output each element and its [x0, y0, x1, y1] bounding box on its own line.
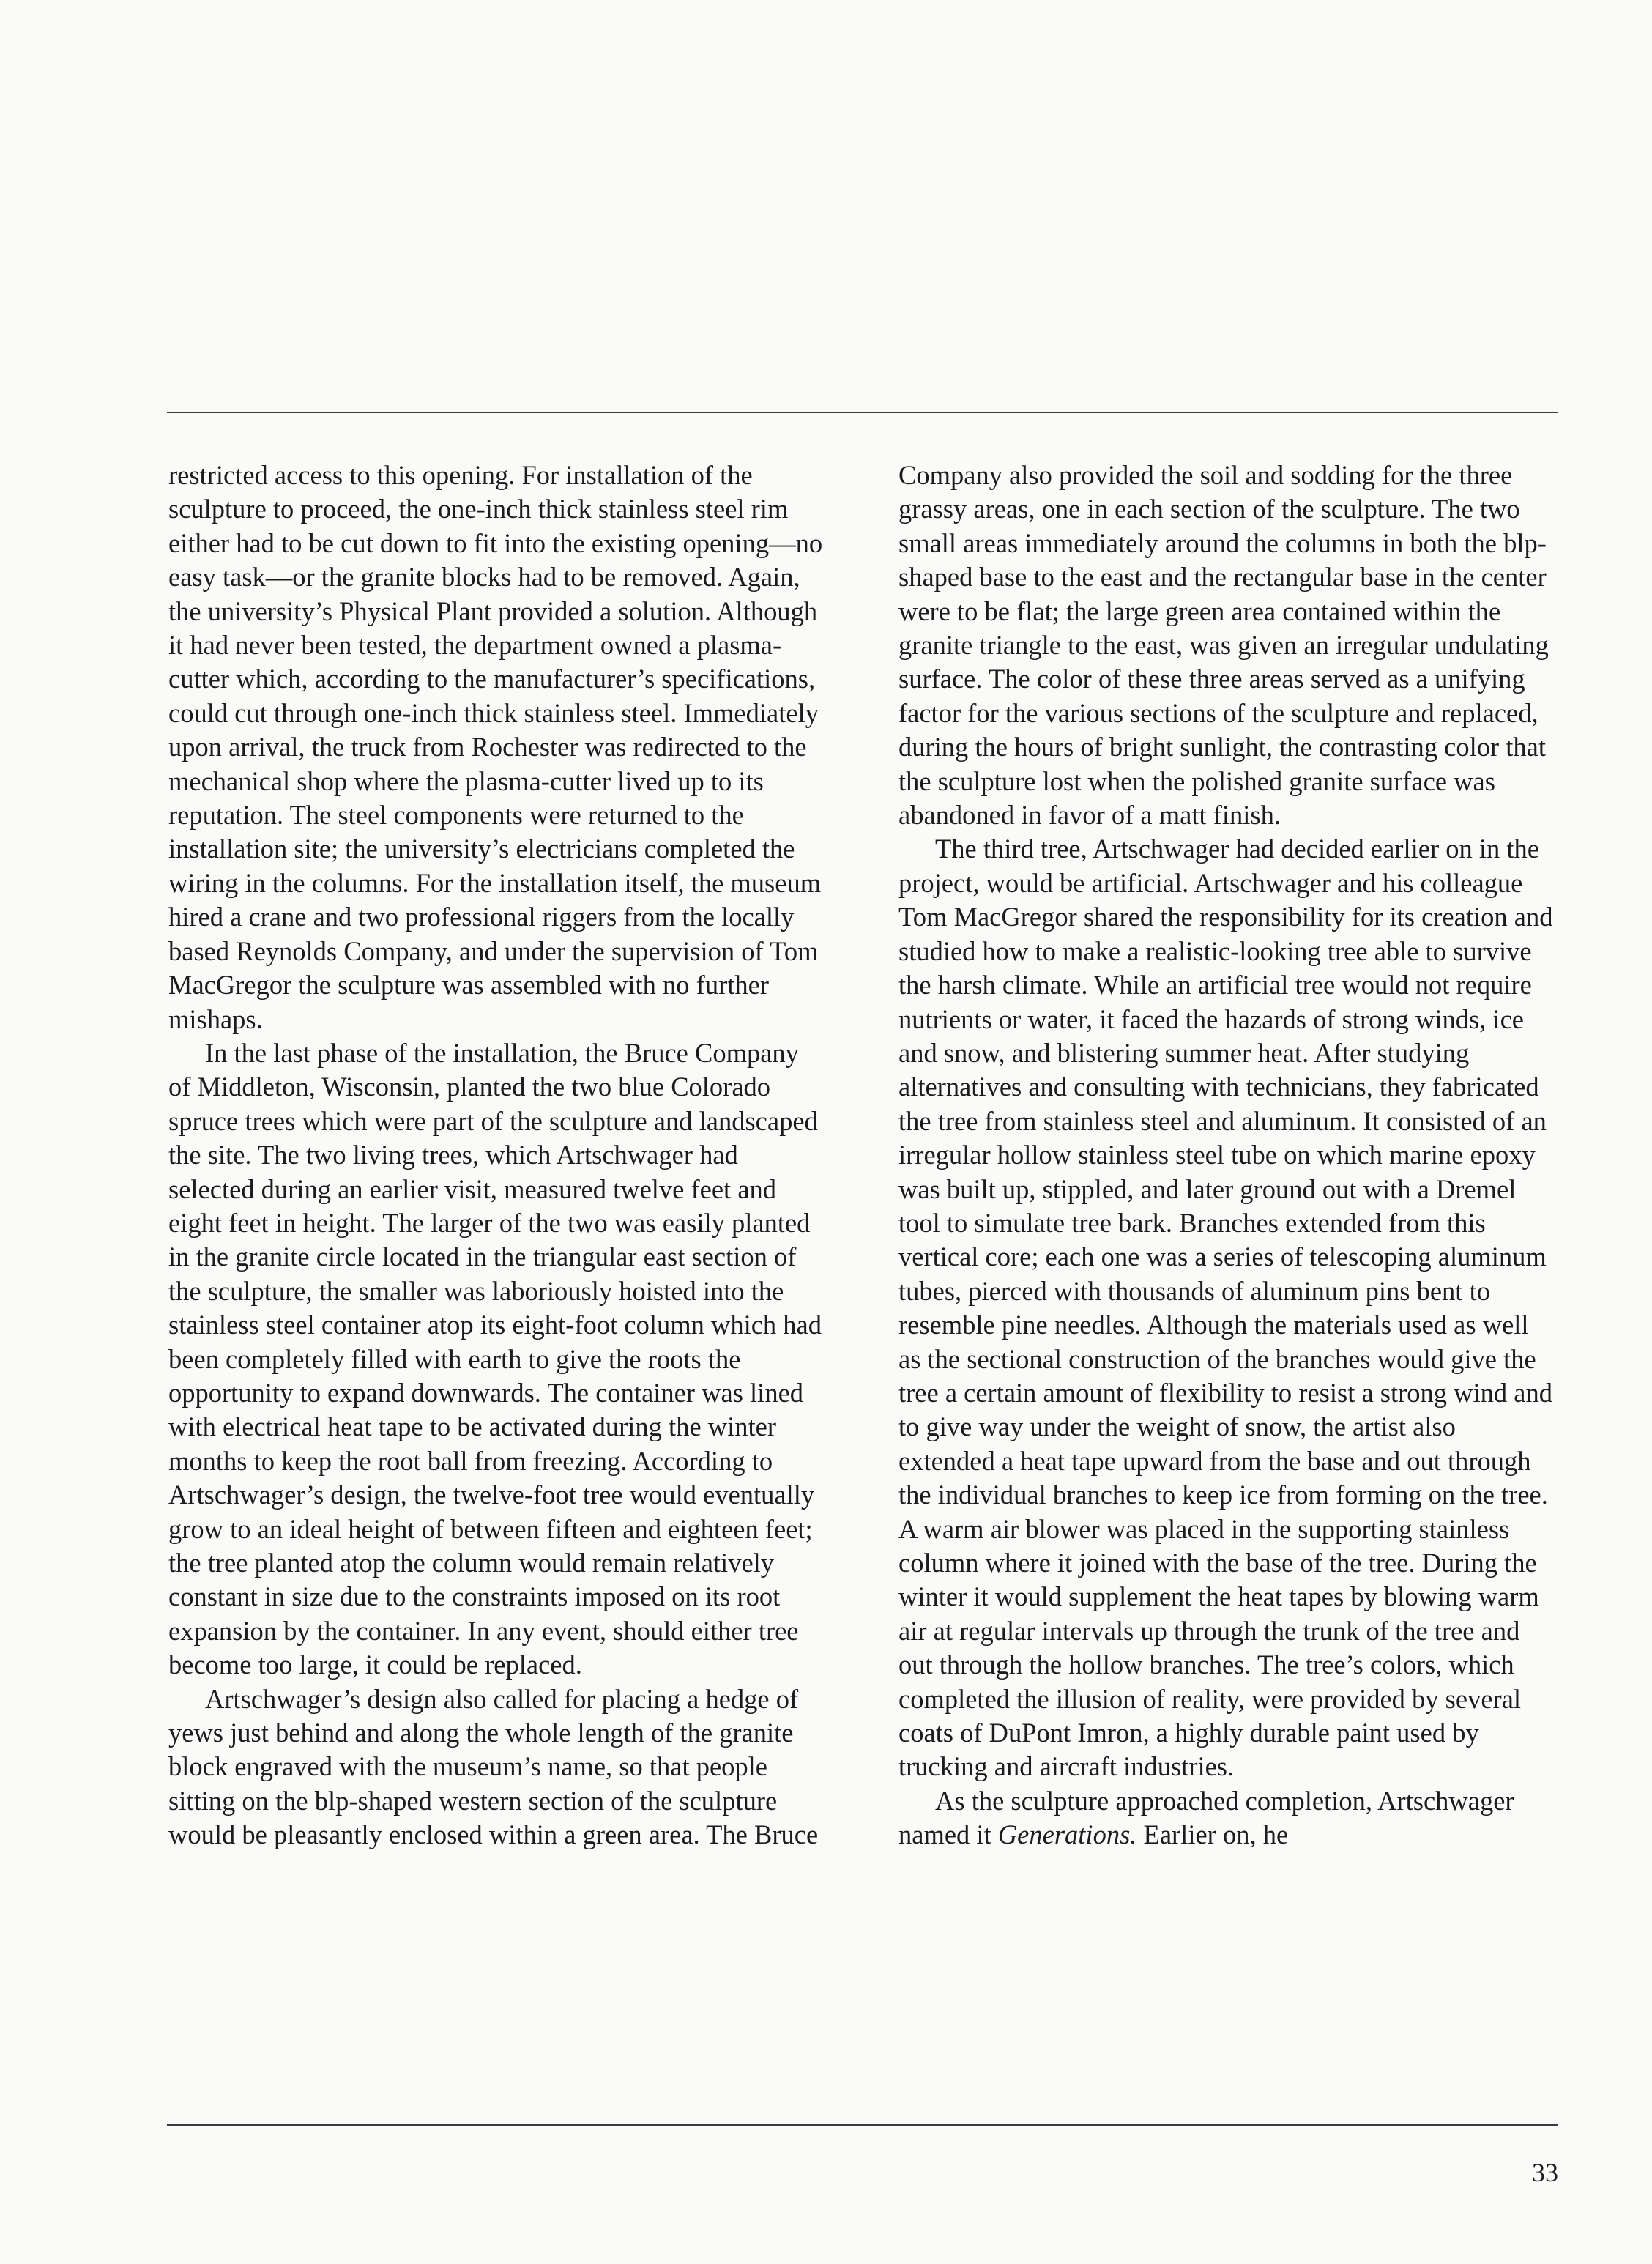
artwork-title: Generations. — [997, 1819, 1137, 1850]
paragraph: Company also provided the soil and sodding for the three grassy areas, one in each section of the sculpture. The two small areas immediately around the columns in both the blp-shaped base to the east and the rectangular base in the center were to be flat; the large green area contained within the granite triangle to the east, was given an irregular undulating surface. The color of these three areas served as a unifying factor for the various sections of the sculpture and replaced, during the hours of bright sunlight, the contrasting color that the sculpture lost when the polished granite surface was abandoned in favor of a matt finish. — [898, 460, 1549, 831]
top-rule — [167, 412, 1558, 413]
paragraph: In the last phase of the installation, the Bruce Company of Middleton, Wisconsin, planted the two blue Colorado spruce trees which were part of the sculpture and landscaped the site. The two living trees, which Artschwager had selected during an earlier visit, measured twelve feet and eight feet in height. The larger of the two was easily planted in the granite circle located in the triangular east section of the sculpture, the smaller was laboriously hoisted into the stainless steel container atop its eight-foot column which had been completely filled with earth to give the roots the opportunity to expand downwards. The container was lined with electrical heat tape to be activated during the winter months to keep the root ball from freezing. According to Artschwager’s design, the twelve-foot tree would eventually grow to an ideal height of between fifteen and eighteen feet; the tree planted atop the column would remain relatively constant in size due to the constraints imposed on its root expansion by the container. In any event, should either tree become too large, it could be replaced. — [168, 1037, 822, 1680]
bottom-rule — [167, 2124, 1558, 2126]
paragraph: The third tree, Artschwager had decided earlier on in the project, would be artificial. Artschwager and his colleague Tom MacGregor shared the responsibility for its creation and studied how to make a realistic-looking tree able to survive the harsh climate. While an artificial tree would not require nutrients or water, it faced the hazards of strong winds, ice and snow, and blistering summer heat. After studying alternatives and consulting with technicians, they fabricated the tree from stainless steel and aluminum. It consisted of an irregular hollow stainless steel tube on which marine epoxy was built up, stippled, and later ground out with a Dremel tool to simulate tree bark. Branches extended from this vertical core; each one was a series of telescoping aluminum tubes, pierced with thousands of aluminum pins bent to resemble pine needles. Although the materials used as well as the sectional construction of the branches would give the tree a certain amount of flexibility to resist a strong wind and to give way under the weight of snow, the artist also extended a heat tape upward from the base and out through the individual branches to keep ice from forming on the tree. A warm air blower was placed in the supporting stainless column where it joined with the base of the tree. During the winter it would supplement the heat tapes by blowing warm air at regular intervals up through the trunk of the tree and out through the hollow branches. The tree’s colors, which completed the illusion of reality, were provided by several coats of DuPont Imron, a highly durable paint used by trucking and aircraft industries. — [898, 834, 1553, 1782]
page-number: 33 — [1532, 2158, 1558, 2187]
paragraph: Artschwager’s design also called for placing a hedge of yews just behind and along the whole length of the granite block engraved with the museum’s name, so that people sitting on the blp-shaped western section of the sculpture would be pleasantly enclosed within a green area. The Bruce — [168, 1683, 819, 1850]
paragraph: restricted access to this opening. For installation of the sculpture to proceed, the one-inch thick stainless steel rim either had to be cut down to fit into the existing opening—no easy task—or the granite blocks had to be removed. Again, the university’s Physical Plant provided a solution. Although it had never been tested, the department owned a plasma-cutter which, according to the manufacturer’s specifications, could cut through one-inch thick stainless steel. Immediately upon arrival, the truck from Rochester was redirected to the mechanical shop where the plasma-cutter lived up to its reputation. The steel components were returned to the installation site; the university’s electricians completed the wiring in the columns. For the installation itself, the museum hired a crane and two professional riggers from the locally based Reynolds Company, and under the supervision of Tom MacGregor the sculpture was assembled with no further mishaps. — [168, 460, 823, 1034]
paragraph-text: Earlier on, he — [1136, 1819, 1289, 1850]
paragraph-text: As the sculpture approached completion, Artschwager named it — [898, 1785, 1514, 1850]
right-column — [898, 459, 1558, 1852]
left-column — [168, 459, 827, 1852]
paragraph — [898, 1784, 1558, 1852]
